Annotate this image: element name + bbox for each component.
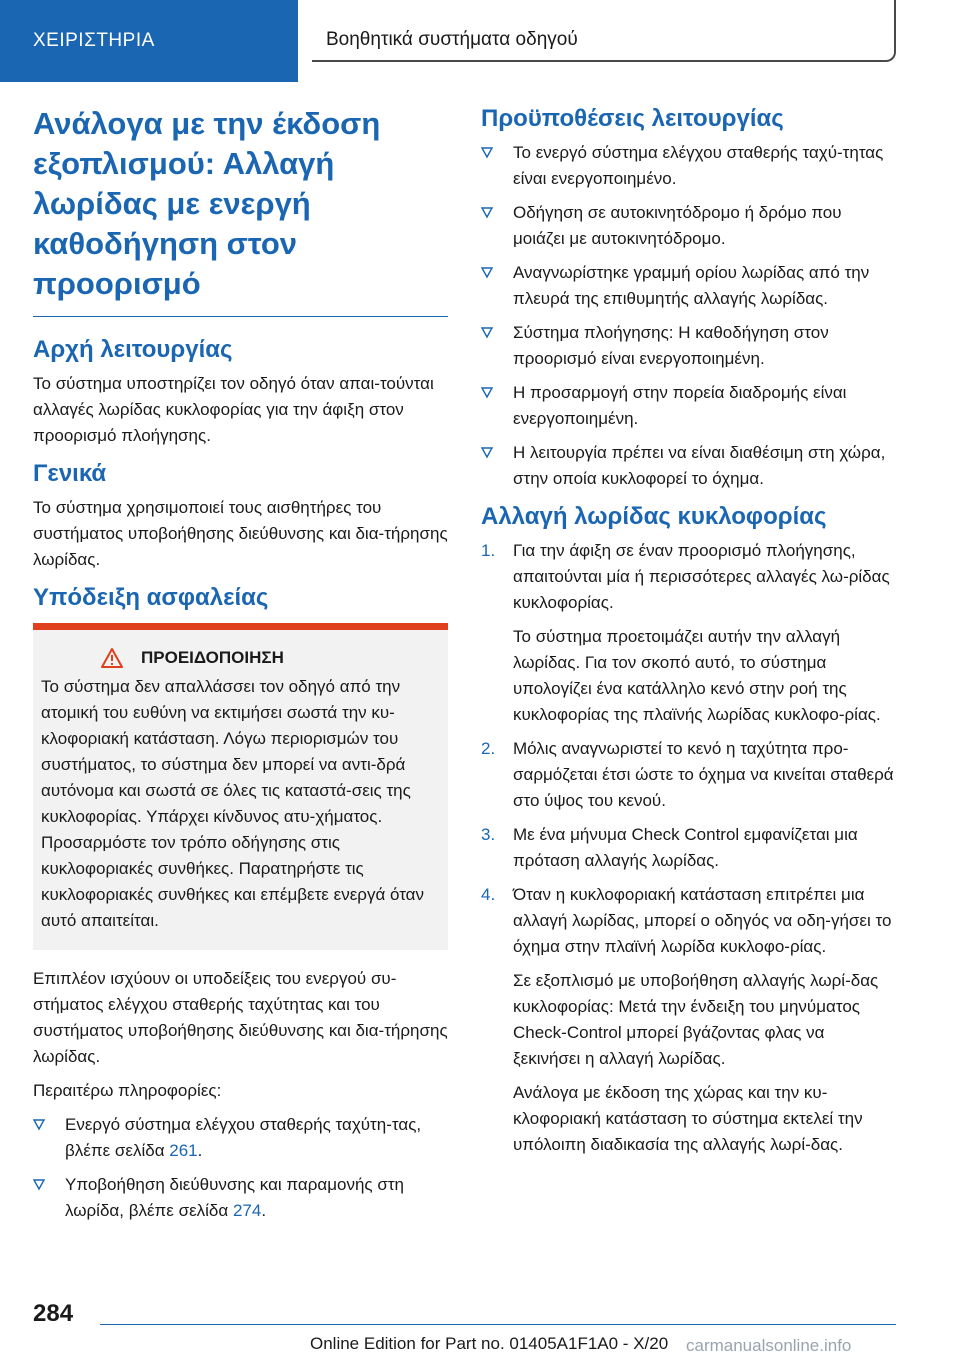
heading-principle: Αρχή λειτουργίας <box>33 336 233 363</box>
step-number: 3. <box>481 825 496 844</box>
heading-general: Γενικά <box>33 460 107 487</box>
header-section-label: ΧΕΙΡΙΣΤΗΡΙΑ <box>33 30 155 51</box>
step-text: Ανάλογα με έκδοση της χώρας και την κυ-κλοφοριακή κατάσταση το σύστημα εκτελεί την υπόλοιπη διαδικασία της αλλαγής λωρί-δας. <box>513 1083 863 1154</box>
step-number: 2. <box>481 739 496 758</box>
prerequisite-list <box>481 140 896 492</box>
reference-end: . <box>261 1201 267 1220</box>
list-item <box>481 200 896 252</box>
reference-text: Ενεργό σύστημα ελέγχου σταθερής ταχύτη-τας, βλέπε σελίδα <box>65 1115 422 1160</box>
warning-title: ΠΡΟΕΙΔΟΠΟΙΗΣΗ <box>141 648 284 667</box>
text-additional: Επιπλέον ισχύουν οι υποδείξεις του ενεργού συ-στήματος ελέγχου σταθερής ταχύτητας και του συστήματος υποβοήθησης διεύθυνσης και δια-τήρησης λωρίδας. <box>33 969 448 1066</box>
footer-edition: Online Edition for Part no. 01405A1F1A0 - X/20 <box>310 1334 669 1353</box>
left-column <box>33 100 448 1232</box>
triangle-bullet-icon <box>481 267 493 279</box>
step-number: 4. <box>481 885 496 904</box>
warning-bar <box>33 623 448 630</box>
header-chapter-box <box>312 0 896 62</box>
step-text: Το σύστημα προετοιμάζει αυτήν την αλλαγή λωρίδας. Για τον σκοπό αυτό, το σύστημα υπολογίζει ένα κατάλληλο κενό στην ροή της κυκλοφορίας της πλαϊνής λωρίδας κυκλοφο-ρίας. <box>513 627 881 724</box>
prerequisite-text: Το ενεργό σύστημα ελέγχου σταθερής ταχύ-τητας είναι ενεργοποιημένο. <box>513 143 884 188</box>
step-number: 1. <box>481 541 496 560</box>
warning-triangle-icon <box>101 648 123 668</box>
step-text: Για την άφιξη σε έναν προορισμό πλοήγησης, απαιτούνται μία ή περισσότερες αλλαγές λω-ρίδας κυκλοφορίας. <box>513 541 890 612</box>
step-list <box>481 538 896 1158</box>
triangle-bullet-icon <box>33 1119 45 1131</box>
list-item <box>481 380 896 432</box>
reference-end: . <box>197 1141 203 1160</box>
list-item <box>481 320 896 372</box>
page-link[interactable]: 274 <box>232 1201 262 1220</box>
triangle-bullet-icon <box>33 1179 45 1191</box>
list-item <box>481 140 896 192</box>
warning-text: Το σύστημα δεν απαλλάσσει τον οδηγό από την ατομική του ευθύνη να εκτιμήσει σωστά την κυ-κλοφοριακή κατάσταση. Λόγω περιορισμών του συστήματος, το σύστημα δεν μπορεί να αντι-δρά αυτόνομα και σωστά σε όλες τις καταστά-σεις της κυκλοφορίας. Υπάρχει κίνδυνος ατυ-χήματος. Προσαρμόστε τον τρόπο οδήγησης στις κυκλοφοριακές συνθήκες. Παρατηρήστε τις κυκλοφοριακές συνθήκες και επέμβετε ενεργά όταν αυτό απαιτείται. <box>41 677 425 930</box>
triangle-bullet-icon <box>481 387 493 399</box>
list-item <box>481 440 896 492</box>
step-text: Όταν η κυκλοφοριακή κατάσταση επιτρέπει μια αλλαγή λωρίδας, μπορεί ο οδηγός να οδη-γήσει το όχημα στην πλαϊνή λωρίδα κυκλοφο-ρίας. <box>513 885 892 956</box>
reference-list <box>33 1112 448 1224</box>
header-section-tab <box>0 0 298 82</box>
triangle-bullet-icon <box>481 147 493 159</box>
list-item <box>481 538 896 728</box>
heading-lane-change: Αλλαγή λωρίδας κυκλοφορίας <box>481 503 827 530</box>
list-item <box>481 260 896 312</box>
triangle-bullet-icon <box>481 207 493 219</box>
title-rule <box>33 316 448 317</box>
prerequisite-text: Αναγνωρίστηκε γραμμή ορίου λωρίδας από την πλευρά της επιθυμητής αλλαγής λωρίδας. <box>513 263 870 308</box>
reference-text: Υποβοήθηση διεύθυνσης και παραμονής στη λωρίδα, βλέπε σελίδα <box>65 1175 404 1220</box>
page-number: 284 <box>33 1300 74 1327</box>
list-item <box>481 736 896 814</box>
text-more-info: Περαιτέρω πληροφορίες: <box>33 1081 222 1100</box>
list-item <box>33 1172 448 1224</box>
text-general: Το σύστημα χρησιμοποιεί τους αισθητήρες του συστήματος υποβοήθησης διεύθυνσης και δια-τήρησης λωρίδας. <box>33 498 448 569</box>
list-item <box>33 1112 448 1164</box>
step-text: Σε εξοπλισμό με υποβοήθηση αλλαγής λωρί-δας κυκλοφορίας: Μετά την ένδειξη του μηνύματος Check-Control μπορεί βγάζοντας φλας να ξεκινήσει η αλλαγή λωρίδας. <box>513 971 879 1068</box>
text-principle: Το σύστημα υποστηρίζει τον οδηγό όταν απαι-τούνται αλλαγές λωρίδας κυκλοφορίας για την άφιξη στον προορισμό πλοήγησης. <box>33 374 434 445</box>
prerequisite-text: Σύστημα πλοήγησης: Η καθοδήγηση στον προορισμό είναι ενεργοποιημένη. <box>513 323 829 368</box>
header-chapter-label: Βοηθητικά συστήματα οδηγού <box>326 29 578 50</box>
watermark: carmanualsonline.info <box>686 1336 852 1355</box>
step-text: Μόλις αναγνωριστεί το κενό η ταχύτητα προ-σαρμόζεται έτσι ώστε το όχημα να κινείται σταθερά στο ύψος του κενού. <box>513 739 894 810</box>
prerequisite-text: Η λειτουργία πρέπει να είναι διαθέσιμη στη χώρα, στην οποία κυκλοφορεί το όχημα. <box>513 443 886 488</box>
triangle-bullet-icon <box>481 327 493 339</box>
list-item <box>481 882 896 1158</box>
page-link[interactable]: 261 <box>169 1141 198 1160</box>
warning-title-row <box>41 648 440 668</box>
heading-prerequisites: Προϋποθέσεις λειτουργίας <box>481 105 784 132</box>
triangle-bullet-icon <box>481 447 493 459</box>
heading-safety: Υπόδειξη ασφαλείας <box>33 584 269 611</box>
list-item <box>481 822 896 874</box>
step-text: Με ένα μήνυμα Check Control εμφανίζεται μια πρόταση αλλαγής λωρίδας. <box>513 825 858 870</box>
page-title: Ανάλογα με την έκδοση εξοπλισμού: Αλλαγή λωρίδας με ενεργή καθοδήγηση στον προορισμό <box>33 106 381 301</box>
right-column <box>481 100 896 1166</box>
prerequisite-text: Οδήγηση σε αυτοκινητόδρομο ή δρόμο που μοιάζει με αυτοκινητόδρομο. <box>513 203 842 248</box>
prerequisite-text: Η προσαρμογή στην πορεία διαδρομής είναι ενεργοποιημένη. <box>513 383 847 428</box>
warning-box <box>33 630 448 950</box>
footer-rule <box>100 1324 896 1325</box>
